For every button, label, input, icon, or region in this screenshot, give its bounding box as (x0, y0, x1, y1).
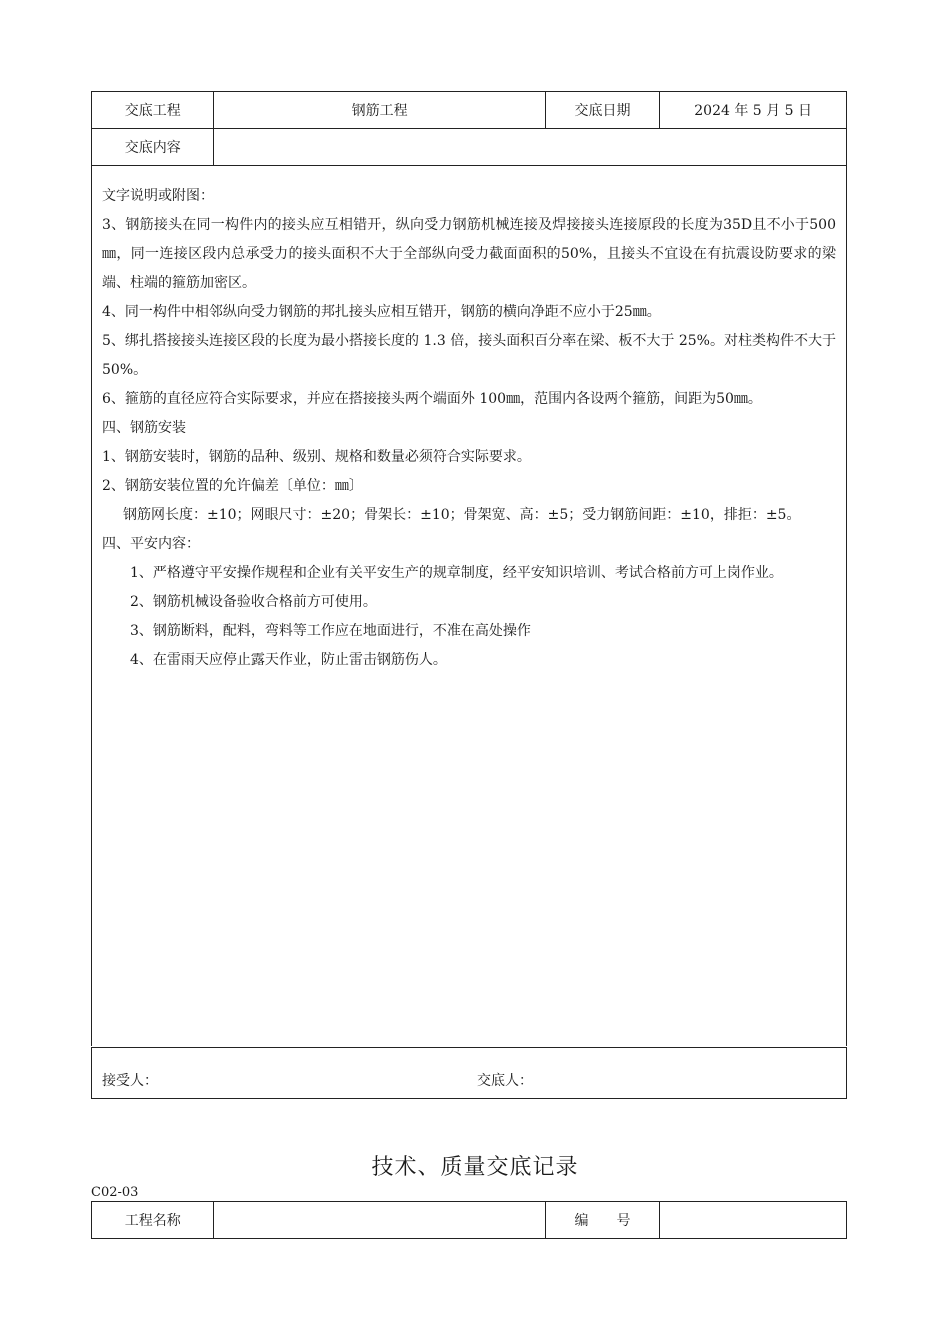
form-code: C02-03 (91, 1185, 139, 1200)
body-line: 2、钢筋机械设备验收合格前方可使用。 (130, 594, 377, 610)
body-line: 5、绑扎搭接接头连接区段的长度为最小搭接长度的 1.3 倍，接头面积百分率在梁、板不大于 25%。对柱类构件不大于50%。 (102, 333, 836, 378)
body-line: 1、钢筋安装时，钢筋的品种、级别、规格和数量必须符合实际要求。 (102, 449, 531, 465)
number-value (660, 1202, 847, 1239)
body-line: 6、箍筋的直径应符合实际要求，并应在搭接接头两个端面外 100㎜，范围内各设两个箍筋，间距为50㎜。 (102, 391, 762, 407)
date-value: 2024 年 5 月 5 日 (660, 92, 847, 129)
body-line: 4、同一构件中相邻纵向受力钢筋的邦扎接头应相互错开，钢筋的横向净距不应小于25㎜。 (102, 304, 661, 320)
disclosure-header-table (91, 91, 847, 166)
body-line: 1、严格遵守平安操作规程和企业有关平安生产的规章制度，经平安知识培训、考试合格前方可上岗作业。 (130, 565, 783, 581)
content-label: 交底内容 (92, 129, 214, 166)
page-title: 技术、质量交底记录 (371, 1155, 579, 1180)
project-name-label: 工程名称 (92, 1202, 214, 1239)
project-label: 交底工程 (92, 92, 214, 129)
record-header-table (91, 1201, 847, 1239)
disclosure-body (91, 166, 847, 1046)
body-line: 文字说明或附图： (102, 188, 214, 204)
number-label: 编 号 (545, 1202, 659, 1239)
body-line: 四、钢筋安装 (102, 420, 186, 436)
project-name-value (214, 1202, 545, 1239)
content-value (214, 129, 847, 166)
body-line: 2、钢筋安装位置的允许偏差〔单位：㎜〕 (102, 478, 363, 494)
body-line: 四、平安内容： (102, 536, 200, 552)
body-line: 4、在雷雨天应停止露天作业，防止雷击钢筋伤人。 (130, 652, 447, 668)
body-line: 3、钢筋接头在同一构件内的接头应互相错开，纵向受力钢筋机械连接及焊接接头连接原段的长度为35D且不小于500㎜，同一连接区段内总承受力的接头面积不大于全部纵向受力截面面积的50%，且接头不宜设在有抗震设防要求的梁端、柱端的箍筋加密区。 (102, 217, 836, 291)
deliverer-label: 交底人： (477, 1073, 533, 1089)
receiver-label: 接受人： (102, 1073, 158, 1089)
signature-row (91, 1047, 847, 1099)
date-label: 交底日期 (545, 92, 659, 129)
body-line: 3、钢筋断料，配料，弯料等工作应在地面进行，不准在高处操作 (130, 623, 531, 639)
project-value: 钢筋工程 (214, 92, 545, 129)
body-line: 钢筋网长度：±10；网眼尺寸：±20；骨架长：±10；骨架宽、高：±5；受力钢筋间距：±10，排拒：±5。 (123, 507, 801, 523)
